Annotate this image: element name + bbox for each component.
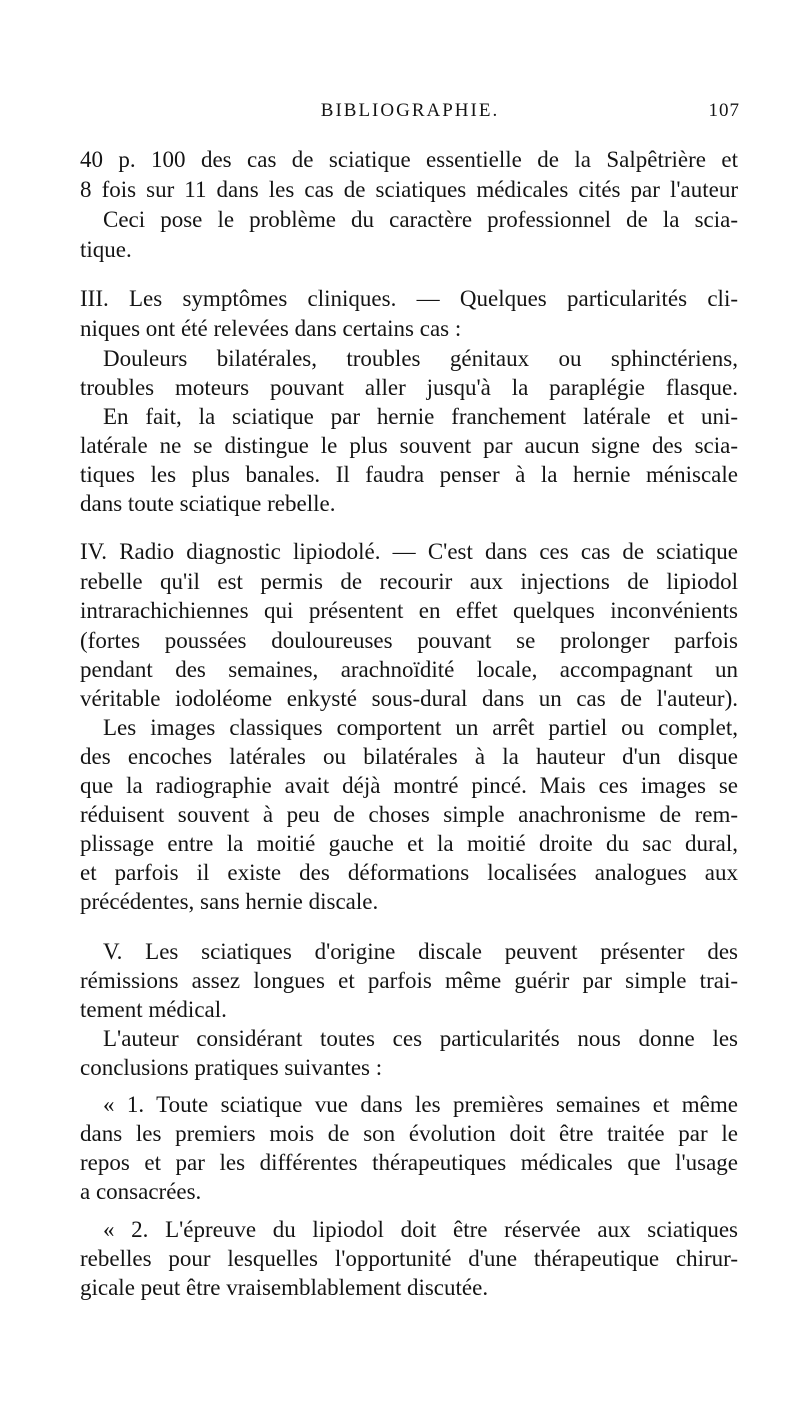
text-line: III. Les symptômes cliniques. — Quelques particularités cli- xyxy=(80,286,738,311)
text-line: conclusions pratiques suivantes : xyxy=(80,1055,383,1080)
text-line: repos et par les différentes thérapeutiques médicales que l'usage xyxy=(80,1150,738,1175)
text-line: Douleurs bilatérales, troubles génitaux ou sphinctériens, xyxy=(103,346,738,371)
text-line: En fait, la sciatique par hernie franchement latérale et uni- xyxy=(103,404,738,429)
text-line: véritable iodoléome enkysté sous-dural dans un cas de l'auteur). xyxy=(80,686,738,711)
text-line: des encoches latérales ou bilatérales à la hauteur d'un disque xyxy=(80,744,738,769)
text-line: 40 p. 100 des cas de sciatique essentielle de la Salpêtrière et xyxy=(80,147,738,172)
text-line: latérale ne se distingue le plus souvent par aucun signe des scia- xyxy=(80,433,738,458)
text-line: pendant des semaines, arachnoïdité locale, accompagnant un xyxy=(80,657,738,682)
text-line: réduisent souvent à peu de choses simple anachronisme de rem- xyxy=(80,802,738,827)
text-line: « 2. L'épreuve du lipiodol doit être réservée aux sciatiques xyxy=(103,1217,738,1242)
text-line: Les images classiques comportent un arrêt partiel ou complet, xyxy=(103,715,738,740)
text-line: dans toute sciatique rebelle. xyxy=(80,491,336,516)
text-line: L'auteur considérant toutes ces particularités nous donne les xyxy=(103,1026,738,1051)
running-title: BIBLIOGRAPHIE. xyxy=(320,100,500,121)
text-line: rémissions assez longues et parfois même guérir par simple trai- xyxy=(80,968,738,993)
text-line: IV. Radio diagnostic lipiodolé. — C'est dans ces cas de sciatique xyxy=(80,539,738,564)
text-line: (fortes poussées douloureuses pouvant se prolonger parfois xyxy=(80,628,738,653)
text-line: troubles moteurs pouvant aller jusqu'à la paraplégie flasque. xyxy=(80,375,738,400)
text-line: plissage entre la moitié gauche et la moitié droite du sac dural, xyxy=(80,831,738,856)
text-line: 8 fois sur 11 dans les cas de sciatiques médicales cités par l'auteur xyxy=(80,177,738,202)
text-line: que la radiographie avait déjà montré pincé. Mais ces images se xyxy=(80,773,738,798)
text-line: dans les premiers mois de son évolution doit être traitée par le xyxy=(80,1121,738,1146)
text-line: Ceci pose le problème du caractère professionnel de la scia- xyxy=(103,207,738,232)
text-line: précédentes, sans hernie discale. xyxy=(80,889,379,914)
text-line: « 1. Toute sciatique vue dans les premières semaines et même xyxy=(103,1092,738,1117)
running-header xyxy=(80,100,740,128)
section-heading-line xyxy=(80,285,738,313)
text-line: et parfois il existe des déformations localisées analogues aux xyxy=(80,860,738,885)
text-line: rebelles pour lesquelles l'opportunité d'une thérapeutique chirur- xyxy=(80,1246,738,1271)
text-line: gicale peut être vraisemblablement discutée. xyxy=(80,1275,489,1300)
text-line: intrarachichiennes qui présentent en effet quelques inconvénients xyxy=(80,598,738,623)
text-line: a consacrées. xyxy=(80,1179,202,1204)
page-number: 107 xyxy=(708,100,740,121)
text-line: tement médical. xyxy=(80,997,227,1022)
text-line: V. Les sciatiques d'origine discale peuvent présenter des xyxy=(103,939,738,964)
text-line: rebelle qu'il est permis de recourir aux injections de lipiodol xyxy=(80,569,738,594)
text-line: tiques les plus banales. Il faudra penser à la hernie méniscale xyxy=(80,462,738,487)
text-line: tique. xyxy=(80,237,132,262)
text-line: niques ont été relevées dans certains cas : xyxy=(80,316,462,341)
